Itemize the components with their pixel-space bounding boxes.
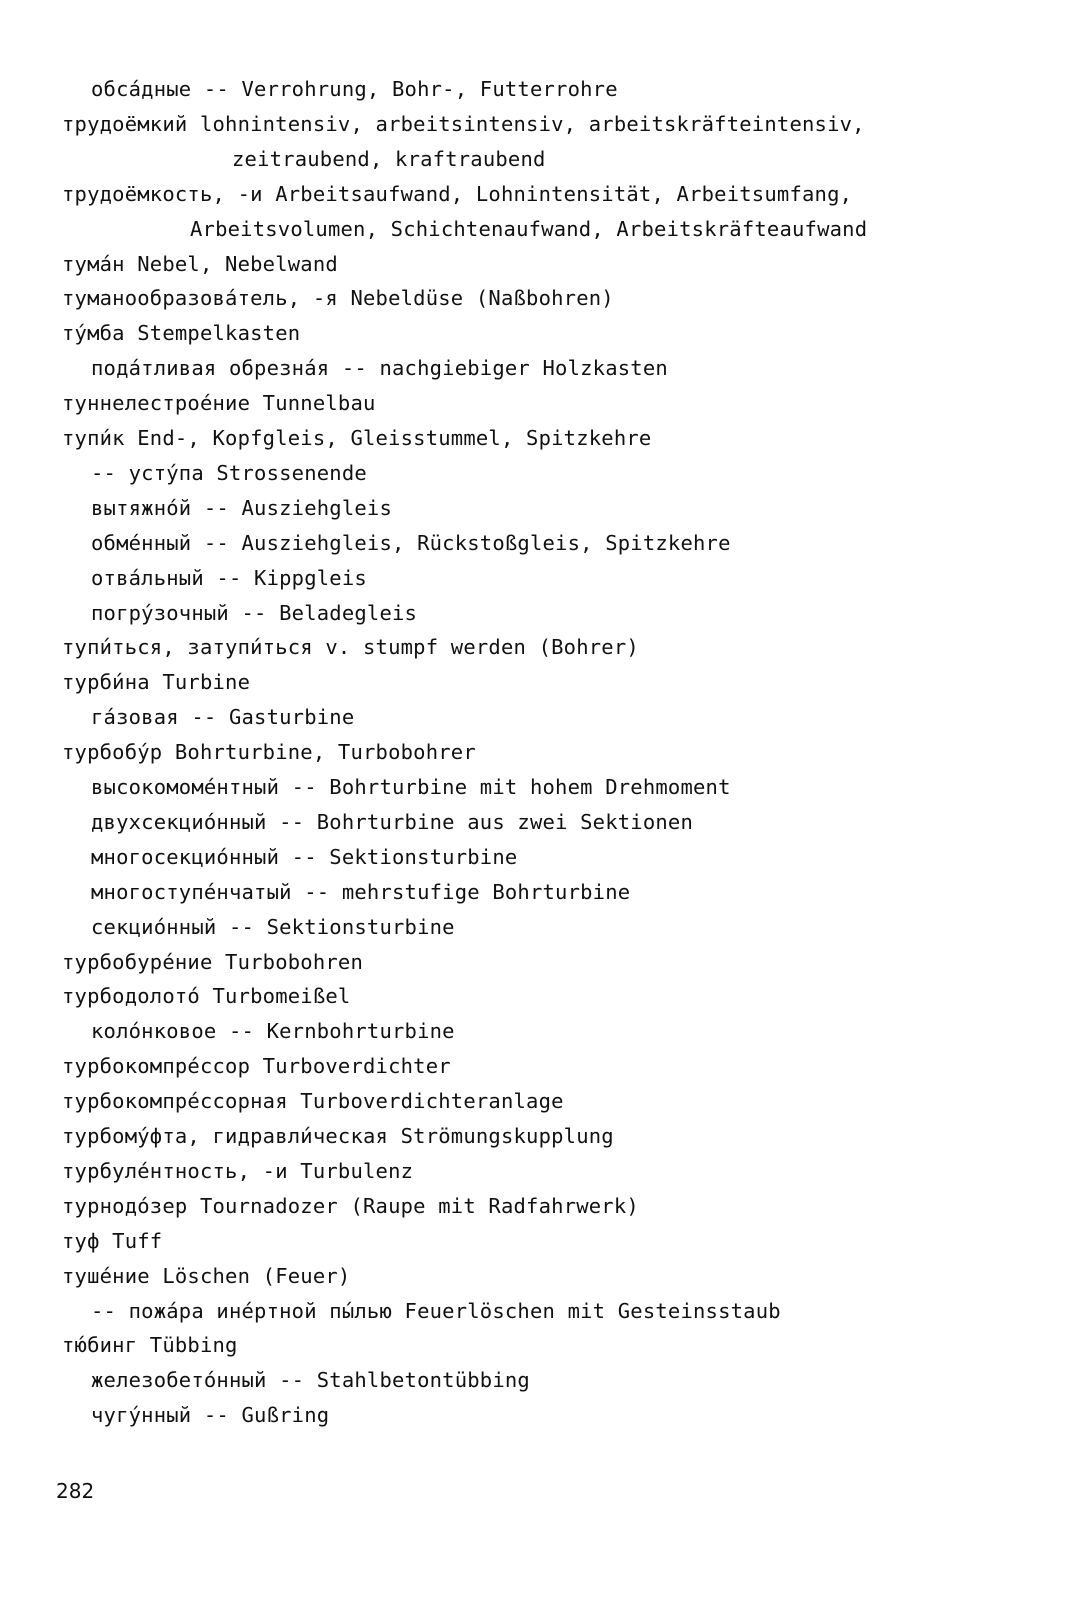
entry-line: турби́на Turbine [62,670,251,695]
entry-line: тупи́ться, затупи́ться v. stumpf werden (Bohrer) [62,635,639,660]
entry-line: трудоёмкость, -и Arbeitsaufwand, Lohnintensität, Arbeitsumfang, [62,181,853,206]
entry-line: -- усту́па Strossenende [91,460,367,485]
entry-line: обме́нный -- Ausziehgleis, Rückstoßgleis, Spitzkehre [91,530,731,555]
entry-line: туф Tuff [62,1228,163,1253]
entry-line: отва́льный -- Kippgleis [91,565,367,590]
entry-line: туннелестрое́ние Tunnelbau [62,391,376,416]
entry-line: многоступе́нчатый -- mehrstufige Bohrturbine [91,879,631,904]
entry-line: пода́тливая обрезна́я -- nachgiebiger Holzkasten [91,356,668,381]
entry-line: га́зовая -- Gasturbine [91,705,355,730]
entry-line: коло́нковое -- Kernbohrturbine [91,1019,455,1044]
entry-line: турбокомпре́ссорная Turboverdichteranlage [62,1089,564,1114]
entry-line: туманообразова́тель, -я Nebeldüse (Naßbohren) [62,286,614,311]
entry-line: Arbeitsvolumen, Schichtenaufwand, Arbeitskräfteaufwand [190,216,868,241]
entry-line: -- пожа́ра ине́ртной пы́лью Feuerlöschen mit Gesteinsstaub [91,1298,781,1323]
entry-line: тю́бинг Tübbing [62,1333,238,1358]
entry-line: железобето́нный -- Stahlbetontübbing [91,1368,530,1393]
entry-line: тума́н Nebel, Nebelwand [62,251,338,276]
entry-line: турбому́фта, гидравли́ческая Strömungskupplung [62,1124,614,1148]
entry-line: турбодолото́ Turbomeißel [62,984,351,1009]
entry-line: чугу́нный -- Gußring [91,1403,330,1428]
page-number: 282 [56,1479,95,1503]
entry-line: турбобуре́ние Turbobohren [62,949,364,974]
entry-line: высокомоме́нтный -- Bohrturbine mit hohem Drehmoment [91,775,731,799]
entry-line: турбуле́нтность, -и Turbulenz [62,1158,414,1183]
entry-line: zeitraubend, kraftraubend [232,146,546,171]
entry-line: турбобу́р Bohrturbine, Turbobohrer [62,740,476,765]
entry-line: секцио́нный -- Sektionsturbine [91,914,455,939]
entry-line: погру́зочный -- Beladegleis [91,600,418,625]
entry-line: турнодо́зер Tournadozer (Raupe mit Radfahrwerk) [62,1193,639,1218]
entry-line: многосекцио́нный -- Sektionsturbine [91,844,518,869]
entry-line: ту́мба Stempelkasten [62,321,301,346]
entry-line: тупи́к End-, Kopfgleis, Gleisstummel, Spitzkehre [62,426,652,450]
entry-line: обса́дные -- Verrohrung, Bohr-, Futterrohre [91,77,618,101]
entry-line: турбокомпре́ссор Turboverdichter [62,1054,451,1079]
entry-line: трудоёмкий lohnintensiv, arbeitsintensiv, arbeitskräfteintensiv, [62,111,865,136]
entry-line: вытяжно́й -- Ausziehgleis [91,495,393,520]
entry-line: туше́ние Löschen (Feuer) [62,1263,351,1288]
entry-line: двухсекцио́нный -- Bohrturbine aus zwei Sektionen [91,809,694,834]
